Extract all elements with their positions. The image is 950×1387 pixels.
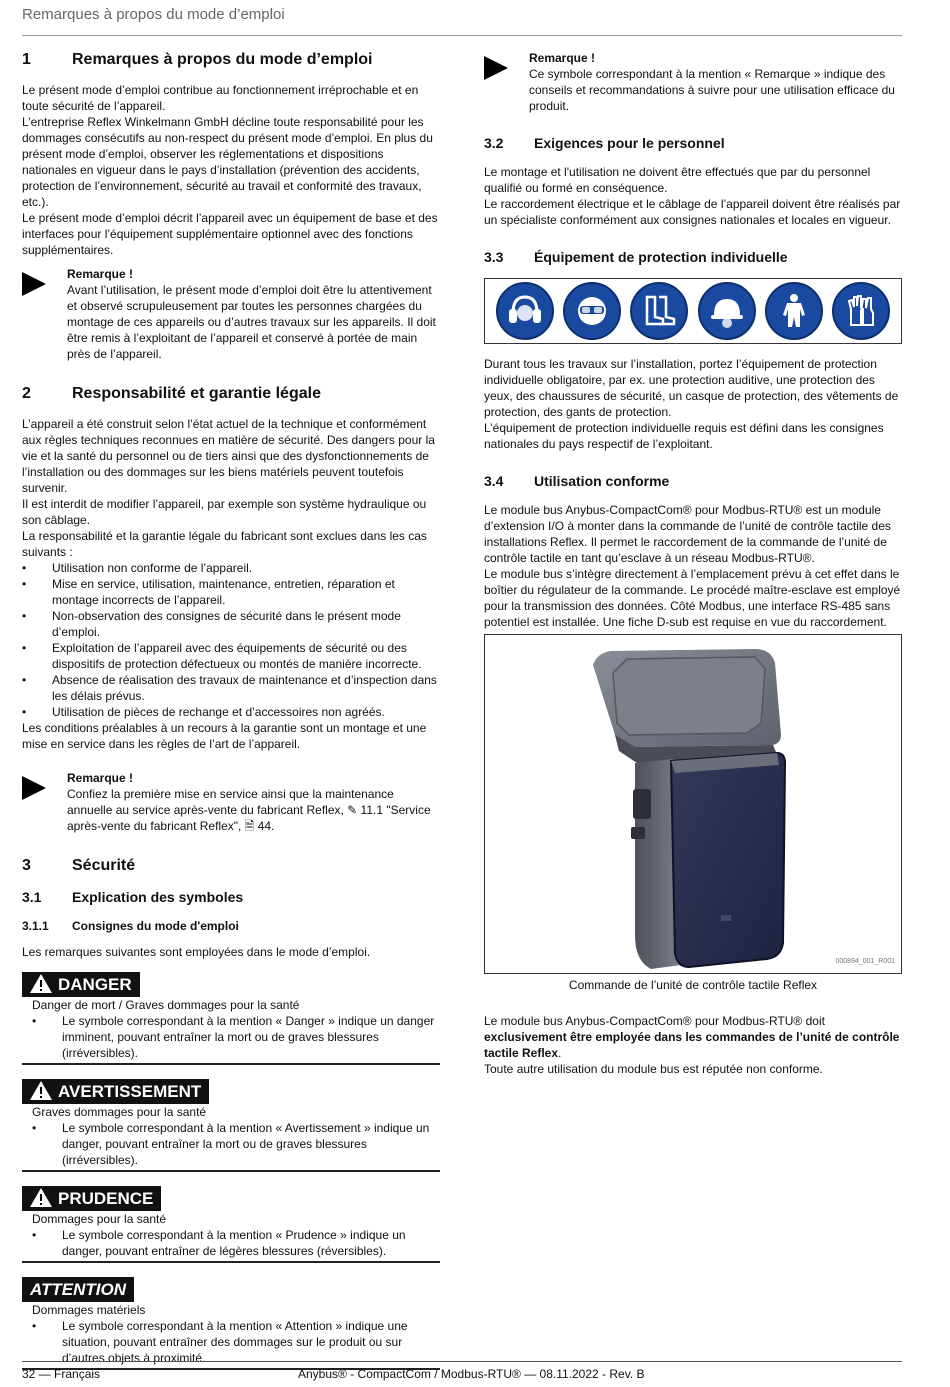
document-reference: Anybus® - CompactCom / Modbus-RTU® — 08.11.2022 - Rev. B: [298, 1367, 645, 1381]
signal-subtitle: Dommages pour la santé: [32, 1212, 167, 1226]
list-item: • Absence de réalisation des travaux de maintenance et d’inspection dans les délais prévus.: [22, 672, 440, 704]
s32-paragraph-2: Le raccordement électrique et le câblage de l’appareil doivent être réalisés par un spécialiste conformément aux consignes nationales et locales en vigueur.: [484, 197, 901, 227]
danger-badge: DANGER: [22, 972, 140, 997]
s34-paragraph-3: Le module bus Anybus-CompactCom® pour Modbus-RTU® doit exclusivement être employée dans les commandes de l’unité de contrôle tactile Reflex.: [484, 1014, 900, 1060]
ppe-icon-strip: [484, 278, 902, 344]
image-caption: Commande de l’unité de contrôle tactile Reflex: [568, 978, 818, 992]
s2-paragraph-3: La responsabilité et la garantie légale du fabricant sont exclues dans les cas suivants :: [22, 529, 427, 559]
footer-divider: [22, 1361, 902, 1362]
list-item: • Mise en service, utilisation, maintenance, entretien, réparation et montage incorrects de l’appareil.: [22, 576, 440, 608]
note-title: Remarque !: [529, 51, 596, 65]
note-block: [22, 770, 440, 834]
section-2-heading: 2 Responsabilité et garantie légale: [22, 385, 321, 402]
list-item: • Le symbole correspondant à la mention « Avertissement » indique un danger, pouvant entraîner la mort ou de graves blessures (irréversibles).: [32, 1120, 440, 1168]
warning-triangle-icon: [30, 1188, 52, 1207]
note-title: Remarque !: [67, 267, 134, 281]
eye-protection-icon: [563, 282, 621, 340]
right-column: [484, 50, 902, 1077]
s33-paragraph-2: L’équipement de protection individuelle requis est défini dans les consignes nationales du pays respectif de l’exploitant.: [484, 421, 884, 451]
note-text: Ce symbole correspondant à la mention « Remarque » indique des conseils et recommandations à suivre pour une utilisation efficace du produit.: [529, 67, 895, 113]
safety-boots-icon: [630, 282, 688, 340]
section-3-4-heading: 3.4 Utilisation conforme: [484, 473, 670, 489]
attention-badge: ATTENTION: [22, 1277, 134, 1302]
warning-badge: AVERTISSEMENT: [22, 1079, 209, 1104]
list-item: • Utilisation non conforme de l’appareil.: [22, 560, 440, 576]
page-number: 32 — Français: [22, 1367, 101, 1381]
list-item: • Exploitation de l’appareil avec des équipements de sécurité ou des dispositifs de protection défectueux ou montés de manière incorrecte.: [22, 640, 440, 672]
image-reference: 000894_001_R001: [835, 958, 895, 965]
signal-subtitle: Dommages matériels: [32, 1303, 146, 1317]
note-text: Avant l’utilisation, le présent mode d’emploi doit être lu attentivement et observé scrupuleusement par toutes les personnes chargées du montage de ces appareils ou d’autres travaux sur les appareils. Il doit être remis à l’exploitant de l’appareil et conservé à portée de main près de l’appareil.: [67, 283, 436, 361]
list-item: • Le symbole correspondant à la mention « Prudence » indique un danger, pouvant entraîner de légères blessures (réversibles).: [32, 1227, 440, 1259]
section-3-heading: 3 Sécurité: [22, 857, 136, 874]
signal-subtitle: Danger de mort / Graves dommages pour la santé: [32, 998, 300, 1012]
gloves-icon: [832, 282, 890, 340]
s34-paragraph-4: Toute autre utilisation du module bus est réputée non conforme.: [484, 1062, 823, 1076]
touch-controller-illustration: [485, 635, 901, 973]
signal-subtitle: Graves dommages pour la santé: [32, 1105, 207, 1119]
warning-triangle-icon: [30, 1081, 52, 1100]
note-arrow-icon: [484, 56, 508, 80]
protective-clothing-icon: [765, 282, 823, 340]
s311-intro: Les remarques suivantes sont employées dans le mode d’emploi.: [22, 945, 371, 959]
s2-paragraph-1: L’appareil a été construit selon l’état actuel de la technique et conformément aux règles techniques reconnues en matière de sécurité. Des dangers pour la vie et la santé du personnel ou de tiers ainsi que des dysfonctionnements de l’installation ou des dommages sur les biens matériels peuvent toutefois survenir.: [22, 417, 435, 495]
note-block: [484, 50, 902, 114]
note-arrow-icon: [22, 272, 46, 296]
s34-paragraph-1: Le module bus Anybus-CompactCom® pour Modbus-RTU® est un module d’extension I/O à monter dans la commande de l’unité de contrôle tactile des installations Reflex. Il permet le raccordement de la commande de l’unité de contrôle tactile en tant qu’esclave à un réseau Modbus-RTU®.: [484, 503, 891, 565]
liability-list: [22, 560, 440, 720]
ear-protection-icon: [496, 282, 554, 340]
s33-paragraph-1: Durant tous les travaux sur l’installation, portez l’équipement de protection individuelle obligatoire, par ex. une protection auditive, une protection des yeux, des chaussures de sécurité, un casque de protection, des vêtements de protection, des gants de protection.: [484, 357, 899, 419]
caution-badge: PRUDENCE: [22, 1186, 161, 1211]
s1-paragraph-3: Le présent mode d’emploi décrit l’appareil avec un équipement de base et des interfaces pour l’équipement supplémentaire optionnel avec des fonctions supplémentaires.: [22, 211, 438, 257]
note-block: [22, 266, 440, 362]
controller-image: [484, 634, 902, 974]
running-title: Remarques à propos du mode d’emploi: [22, 6, 285, 23]
s2-paragraph-2: Il est interdit de modifier l’appareil, par exemple son système hydraulique ou son câblage.: [22, 497, 427, 527]
list-item: • Non-observation des consignes de sécurité dans le présent mode d’emploi.: [22, 608, 440, 640]
helmet-icon: [698, 282, 756, 340]
s1-paragraph-2: L’entreprise Reflex Winkelmann GmbH décline toute responsabilité pour les dommages consécutifs au non-respect du présent mode d’emploi. En plus du présent mode d’emploi, observer les réglementations et dispositions nationales en vigueur dans le pays d’installation (prévention des accidents, protection de l’environnement, sécurité au travail et conformité des travaux, etc.).: [22, 115, 433, 209]
s2-paragraph-4: Les conditions préalables à un recours à la garantie sont un montage et une mise en service dans les règles de l’art de l’appareil.: [22, 721, 427, 751]
signal-danger: [22, 972, 440, 1065]
note-text: Confiez la première mise en service ainsi que la maintenance annuelle au service après-vente du fabricant Reflex, ✎ 11.1 "Service après-vente du fabricant Reflex", 🗎 44.: [67, 787, 431, 833]
list-item: • Le symbole correspondant à la mention « Attention » indique une situation, pouvant entraîner des dommages sur le produit ou sur d’autres objets à proximité.: [32, 1318, 440, 1366]
s1-paragraph-1: Le présent mode d’emploi contribue au fonctionnement irréprochable et en toute sécurité de l’appareil.: [22, 83, 419, 113]
s32-paragraph-1: Le montage et l'utilisation ne doivent être effectués que par du personnel qualifié ou formé en conséquence.: [484, 165, 871, 195]
note-title: Remarque !: [67, 771, 134, 785]
note-arrow-icon: [22, 776, 46, 800]
section-3-1-heading: 3.1 Explication des symboles: [22, 889, 244, 905]
header-divider: [22, 35, 902, 36]
left-column: [22, 50, 440, 1370]
signal-caution: [22, 1186, 440, 1263]
section-3-2-heading: 3.2 Exigences pour le personnel: [484, 135, 725, 151]
section-1-heading: 1 Remarques à propos du mode d’emploi: [22, 51, 373, 68]
signal-attention: [22, 1277, 440, 1370]
signal-warning: [22, 1079, 440, 1172]
list-item: • Le symbole correspondant à la mention « Danger » indique un danger imminent, pouvant entraîner la mort ou de graves blessures (irréversibles).: [32, 1013, 440, 1061]
warning-triangle-icon: [30, 974, 52, 993]
section-3-3-heading: 3.3 Équipement de protection individuelle: [484, 249, 788, 265]
section-3-1-1-heading: 3.1.1 Consignes du mode d'emploi: [22, 919, 239, 933]
list-item: • Utilisation de pièces de rechange et d’accessoires non agréés.: [22, 704, 440, 720]
s34-paragraph-2: Le module bus s’intègre directement à l’emplacement prévu à cet effet dans le boîtier du régulateur de la commande. Le procédé maître-esclave est employé pour la transmission des données. Côté Modbus, une interface RS-485 sans potentiel est installée. Une fiche D-sub est requise en vue du raccordement.: [484, 567, 901, 629]
